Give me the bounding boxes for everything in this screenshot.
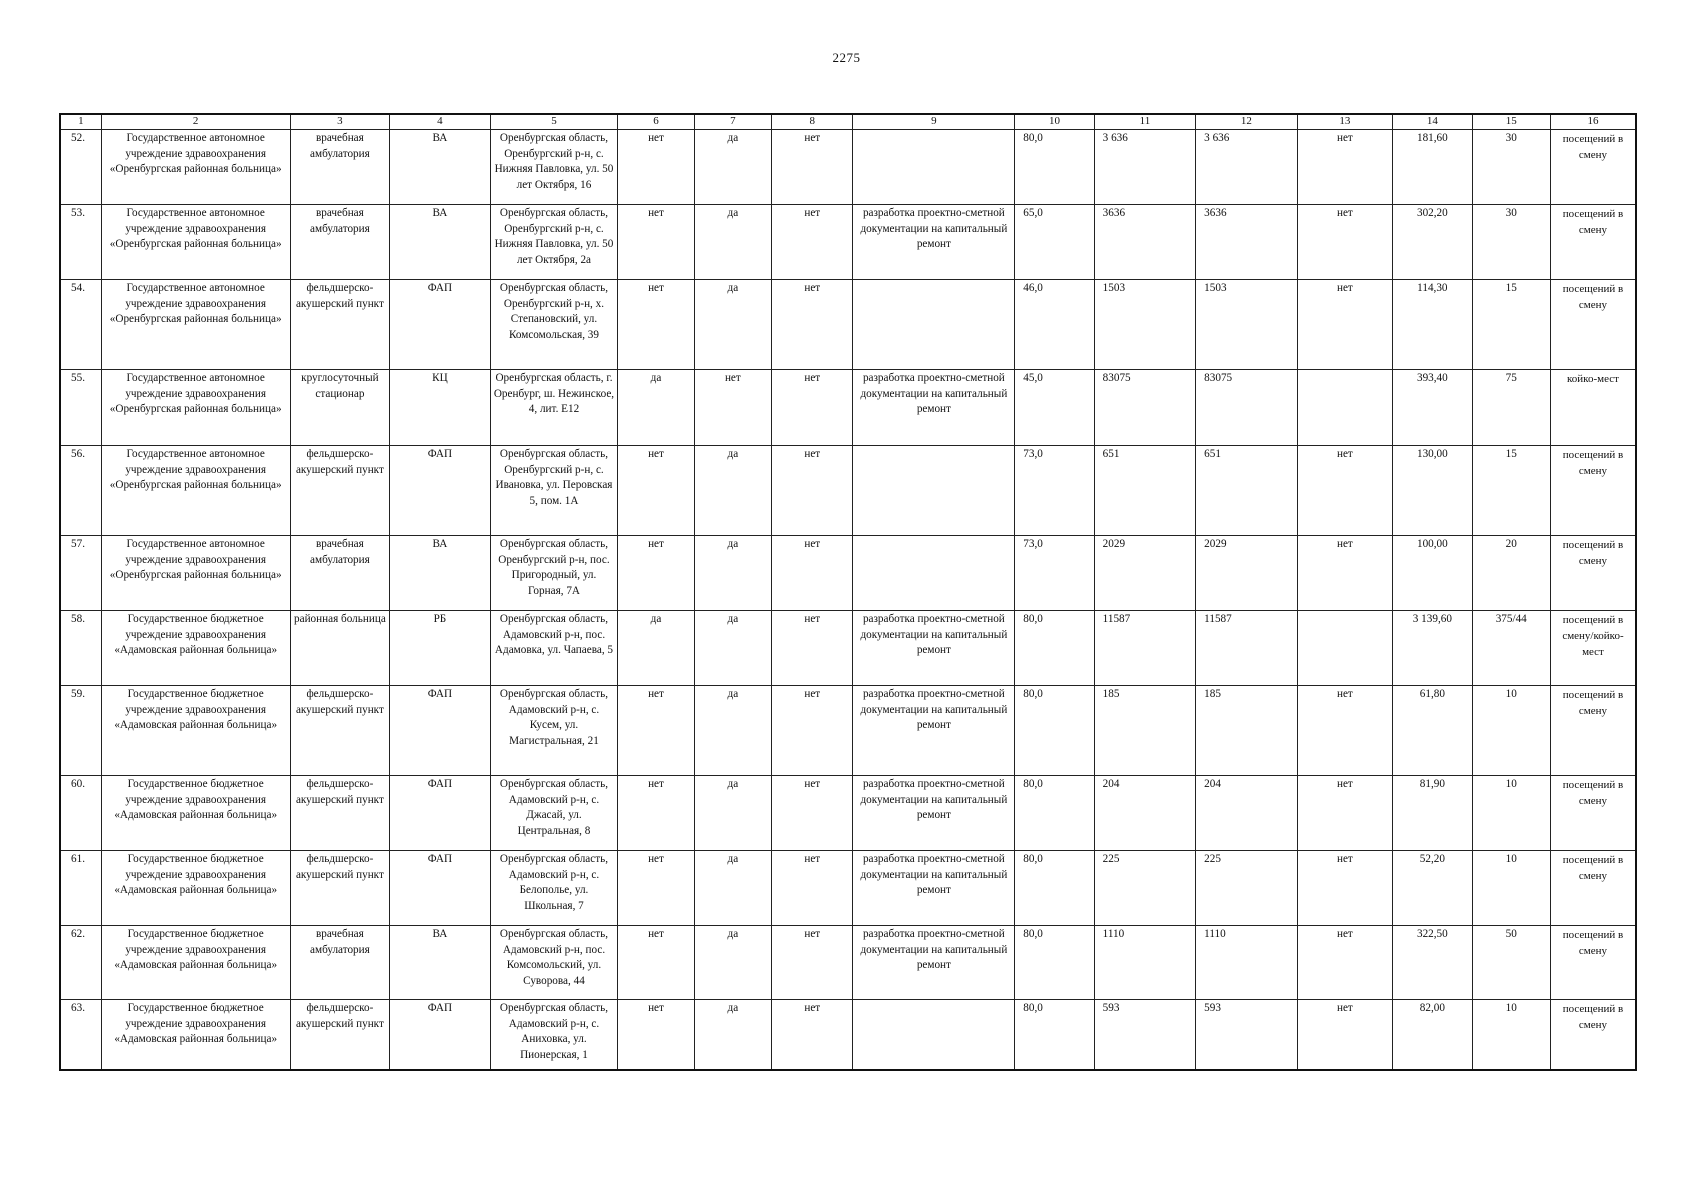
address-cell: Оренбургская область, Адамовский р-н, с. Джасай, ул. Центральная, 8: [490, 776, 618, 851]
col-11-cell: 204: [1094, 776, 1196, 851]
capacity-cell: 75: [1472, 370, 1550, 446]
column-header-12: 12: [1196, 114, 1298, 130]
col-11-cell: 3636: [1094, 205, 1196, 280]
col-8-cell: нет: [772, 1000, 853, 1070]
col-6-cell: нет: [618, 280, 694, 370]
capacity-cell: 50: [1472, 926, 1550, 1000]
capacity-unit-cell: посещений в смену/койко-мест: [1550, 611, 1636, 686]
col-6-cell: нет: [618, 851, 694, 926]
address-cell: Оренбургская область, Адамовский р-н, пос. Комсомольский, ул. Суворова, 44: [490, 926, 618, 1000]
work-description-cell: [853, 280, 1015, 370]
address-cell: Оренбургская область, Адамовский р-н, с. Аниховка, ул. Пионерская, 1: [490, 1000, 618, 1070]
col-8-cell: нет: [772, 536, 853, 611]
facility-type-cell: врачебная амбулатория: [290, 926, 390, 1000]
col-12-cell: 185: [1196, 686, 1298, 776]
col-11-cell: 651: [1094, 446, 1196, 536]
capacity-unit-cell: посещений в смену: [1550, 446, 1636, 536]
facility-abbr-cell: ФАП: [390, 851, 491, 926]
col-13-cell: нет: [1297, 205, 1392, 280]
row-number-cell: 55.: [60, 370, 101, 446]
facility-type-cell: фельдшерско-акушерский пункт: [290, 1000, 390, 1070]
capacity-cell: 10: [1472, 1000, 1550, 1070]
col-14-cell: 100,00: [1393, 536, 1472, 611]
column-header-5: 5: [490, 114, 618, 130]
table-row: [60, 611, 1636, 686]
facility-abbr-cell: ВА: [390, 536, 491, 611]
col-8-cell: нет: [772, 851, 853, 926]
table-row: [60, 280, 1636, 370]
capacity-unit-cell: посещений в смену: [1550, 686, 1636, 776]
table-row: [60, 446, 1636, 536]
col-7-cell: да: [694, 446, 771, 536]
institution-name-cell: Государственное автономное учреждение здравоохранения «Оренбургская районная больница»: [101, 205, 290, 280]
capacity-cell: 20: [1472, 536, 1550, 611]
table-row: [60, 130, 1636, 205]
col-14-cell: 322,50: [1393, 926, 1472, 1000]
col-14-cell: 130,00: [1393, 446, 1472, 536]
col-12-cell: 3 636: [1196, 130, 1298, 205]
col-7-cell: да: [694, 536, 771, 611]
capacity-unit-cell: посещений в смену: [1550, 130, 1636, 205]
col-11-cell: 11587: [1094, 611, 1196, 686]
facility-abbr-cell: ВА: [390, 205, 491, 280]
table-header-row: [60, 114, 1636, 130]
capacity-cell: 15: [1472, 280, 1550, 370]
col-12-cell: 651: [1196, 446, 1298, 536]
address-cell: Оренбургская область, Оренбургский р-н, х. Степановский, ул. Комсомольская, 39: [490, 280, 618, 370]
work-description-cell: разработка проектно-сметной документации на капитальный ремонт: [853, 686, 1015, 776]
capacity-cell: 10: [1472, 851, 1550, 926]
row-number-cell: 62.: [60, 926, 101, 1000]
col-11-cell: 225: [1094, 851, 1196, 926]
facility-abbr-cell: КЦ: [390, 370, 491, 446]
work-description-cell: разработка проектно-сметной документации на капитальный ремонт: [853, 851, 1015, 926]
col-6-cell: нет: [618, 446, 694, 536]
col-7-cell: нет: [694, 370, 771, 446]
col-6-cell: нет: [618, 205, 694, 280]
col-10-cell: 45,0: [1015, 370, 1094, 446]
capacity-cell: 15: [1472, 446, 1550, 536]
col-14-cell: 61,80: [1393, 686, 1472, 776]
institution-name-cell: Государственное бюджетное учреждение здравоохранения «Адамовская районная больница»: [101, 926, 290, 1000]
col-14-cell: 302,20: [1393, 205, 1472, 280]
facilities-table: [59, 113, 1637, 1071]
facility-abbr-cell: ФАП: [390, 446, 491, 536]
capacity-unit-cell: посещений в смену: [1550, 536, 1636, 611]
facility-type-cell: фельдшерско-акушерский пункт: [290, 776, 390, 851]
col-11-cell: 1110: [1094, 926, 1196, 1000]
col-12-cell: 1110: [1196, 926, 1298, 1000]
row-number-cell: 56.: [60, 446, 101, 536]
institution-name-cell: Государственное бюджетное учреждение здравоохранения «Адамовская районная больница»: [101, 686, 290, 776]
col-7-cell: да: [694, 1000, 771, 1070]
capacity-unit-cell: посещений в смену: [1550, 926, 1636, 1000]
col-8-cell: нет: [772, 686, 853, 776]
table-row: [60, 851, 1636, 926]
facility-abbr-cell: ФАП: [390, 1000, 491, 1070]
address-cell: Оренбургская область, г. Оренбург, ш. Нежинское, 4, лит. Е12: [490, 370, 618, 446]
column-header-13: 13: [1297, 114, 1392, 130]
facility-type-cell: районная больница: [290, 611, 390, 686]
facility-abbr-cell: ФАП: [390, 776, 491, 851]
row-number-cell: 60.: [60, 776, 101, 851]
work-description-cell: разработка проектно-сметной документации на капитальный ремонт: [853, 370, 1015, 446]
row-number-cell: 63.: [60, 1000, 101, 1070]
col-14-cell: 393,40: [1393, 370, 1472, 446]
col-12-cell: 2029: [1196, 536, 1298, 611]
col-13-cell: нет: [1297, 536, 1392, 611]
institution-name-cell: Государственное автономное учреждение здравоохранения «Оренбургская районная больница»: [101, 536, 290, 611]
col-11-cell: 1503: [1094, 280, 1196, 370]
facility-type-cell: фельдшерско-акушерский пункт: [290, 686, 390, 776]
institution-name-cell: Государственное автономное учреждение здравоохранения «Оренбургская районная больница»: [101, 280, 290, 370]
col-6-cell: нет: [618, 686, 694, 776]
address-cell: Оренбургская область, Адамовский р-н, с. Кусем, ул. Магистральная, 21: [490, 686, 618, 776]
col-10-cell: 80,0: [1015, 611, 1094, 686]
col-6-cell: да: [618, 370, 694, 446]
facility-abbr-cell: ВА: [390, 130, 491, 205]
address-cell: Оренбургская область, Оренбургский р-н, с. Нижняя Павловка, ул. 50 лет Октября, 16: [490, 130, 618, 205]
institution-name-cell: Государственное автономное учреждение здравоохранения «Оренбургская районная больница»: [101, 370, 290, 446]
column-header-9: 9: [853, 114, 1015, 130]
column-header-1: 1: [60, 114, 101, 130]
capacity-unit-cell: койко-мест: [1550, 370, 1636, 446]
facility-abbr-cell: ФАП: [390, 280, 491, 370]
col-12-cell: 204: [1196, 776, 1298, 851]
col-13-cell: нет: [1297, 686, 1392, 776]
column-header-8: 8: [772, 114, 853, 130]
column-header-14: 14: [1393, 114, 1472, 130]
col-12-cell: 83075: [1196, 370, 1298, 446]
column-header-11: 11: [1094, 114, 1196, 130]
facility-type-cell: врачебная амбулатория: [290, 205, 390, 280]
col-6-cell: нет: [618, 776, 694, 851]
col-7-cell: да: [694, 205, 771, 280]
col-7-cell: да: [694, 686, 771, 776]
page-number: 2275: [832, 50, 861, 65]
col-10-cell: 73,0: [1015, 446, 1094, 536]
col-14-cell: 82,00: [1393, 1000, 1472, 1070]
col-10-cell: 80,0: [1015, 686, 1094, 776]
col-8-cell: нет: [772, 370, 853, 446]
col-12-cell: 3636: [1196, 205, 1298, 280]
col-14-cell: 114,30: [1393, 280, 1472, 370]
address-cell: Оренбургская область, Оренбургский р-н, с. Нижняя Павловка, ул. 50 лет Октября, 2а: [490, 205, 618, 280]
col-8-cell: нет: [772, 611, 853, 686]
col-11-cell: 83075: [1094, 370, 1196, 446]
work-description-cell: разработка проектно-сметной документации на капитальный ремонт: [853, 926, 1015, 1000]
institution-name-cell: Государственное автономное учреждение здравоохранения «Оренбургская районная больница»: [101, 446, 290, 536]
col-7-cell: да: [694, 611, 771, 686]
col-14-cell: 181,60: [1393, 130, 1472, 205]
col-10-cell: 65,0: [1015, 205, 1094, 280]
col-14-cell: 81,90: [1393, 776, 1472, 851]
col-8-cell: нет: [772, 205, 853, 280]
facility-type-cell: врачебная амбулатория: [290, 130, 390, 205]
capacity-cell: 10: [1472, 686, 1550, 776]
capacity-cell: 30: [1472, 205, 1550, 280]
col-12-cell: 593: [1196, 1000, 1298, 1070]
work-description-cell: разработка проектно-сметной документации на капитальный ремонт: [853, 611, 1015, 686]
capacity-unit-cell: посещений в смену: [1550, 205, 1636, 280]
col-10-cell: 80,0: [1015, 1000, 1094, 1070]
address-cell: Оренбургская область, Оренбургский р-н, пос. Пригородный, ул. Горная, 7А: [490, 536, 618, 611]
facility-type-cell: фельдшерско-акушерский пункт: [290, 446, 390, 536]
column-header-10: 10: [1015, 114, 1094, 130]
col-8-cell: нет: [772, 280, 853, 370]
address-cell: Оренбургская область, Оренбургский р-н, с. Ивановка, ул. Перовская 5, пом. 1А: [490, 446, 618, 536]
facility-abbr-cell: ФАП: [390, 686, 491, 776]
capacity-unit-cell: посещений в смену: [1550, 1000, 1636, 1070]
facility-type-cell: врачебная амбулатория: [290, 536, 390, 611]
row-number-cell: 57.: [60, 536, 101, 611]
column-header-4: 4: [390, 114, 491, 130]
capacity-cell: 10: [1472, 776, 1550, 851]
col-13-cell: нет: [1297, 446, 1392, 536]
col-11-cell: 2029: [1094, 536, 1196, 611]
column-header-3: 3: [290, 114, 390, 130]
col-11-cell: 593: [1094, 1000, 1196, 1070]
table-row: [60, 776, 1636, 851]
column-header-16: 16: [1550, 114, 1636, 130]
row-number-cell: 58.: [60, 611, 101, 686]
col-14-cell: 52,20: [1393, 851, 1472, 926]
row-number-cell: 52.: [60, 130, 101, 205]
table-row: [60, 536, 1636, 611]
capacity-unit-cell: посещений в смену: [1550, 776, 1636, 851]
work-description-cell: разработка проектно-сметной документации на капитальный ремонт: [853, 776, 1015, 851]
work-description-cell: [853, 130, 1015, 205]
col-10-cell: 80,0: [1015, 130, 1094, 205]
facility-type-cell: фельдшерско-акушерский пункт: [290, 280, 390, 370]
institution-name-cell: Государственное автономное учреждение здравоохранения «Оренбургская районная больница»: [101, 130, 290, 205]
col-7-cell: да: [694, 926, 771, 1000]
table-row: [60, 205, 1636, 280]
col-10-cell: 46,0: [1015, 280, 1094, 370]
col-12-cell: 11587: [1196, 611, 1298, 686]
col-6-cell: да: [618, 611, 694, 686]
col-8-cell: нет: [772, 446, 853, 536]
col-7-cell: да: [694, 280, 771, 370]
col-14-cell: 3 139,60: [1393, 611, 1472, 686]
col-8-cell: нет: [772, 130, 853, 205]
address-cell: Оренбургская область, Адамовский р-н, пос. Адамовка, ул. Чапаева, 5: [490, 611, 618, 686]
col-10-cell: 80,0: [1015, 851, 1094, 926]
column-header-2: 2: [101, 114, 290, 130]
col-6-cell: нет: [618, 536, 694, 611]
table-row: [60, 686, 1636, 776]
col-8-cell: нет: [772, 776, 853, 851]
facility-abbr-cell: ВА: [390, 926, 491, 1000]
table-row: [60, 926, 1636, 1000]
column-header-7: 7: [694, 114, 771, 130]
facility-abbr-cell: РБ: [390, 611, 491, 686]
col-12-cell: 1503: [1196, 280, 1298, 370]
column-header-6: 6: [618, 114, 694, 130]
col-13-cell: нет: [1297, 776, 1392, 851]
col-6-cell: нет: [618, 1000, 694, 1070]
capacity-cell: 375/44: [1472, 611, 1550, 686]
col-13-cell: нет: [1297, 851, 1392, 926]
row-number-cell: 61.: [60, 851, 101, 926]
row-number-cell: 53.: [60, 205, 101, 280]
col-11-cell: 185: [1094, 686, 1196, 776]
institution-name-cell: Государственное бюджетное учреждение здравоохранения «Адамовская районная больница»: [101, 1000, 290, 1070]
facility-type-cell: круглосуточный стационар: [290, 370, 390, 446]
col-10-cell: 80,0: [1015, 776, 1094, 851]
col-8-cell: нет: [772, 926, 853, 1000]
row-number-cell: 59.: [60, 686, 101, 776]
column-header-15: 15: [1472, 114, 1550, 130]
col-7-cell: да: [694, 130, 771, 205]
col-13-cell: [1297, 370, 1392, 446]
col-10-cell: 80,0: [1015, 926, 1094, 1000]
col-7-cell: да: [694, 776, 771, 851]
work-description-cell: [853, 1000, 1015, 1070]
col-13-cell: [1297, 611, 1392, 686]
col-13-cell: нет: [1297, 1000, 1392, 1070]
work-description-cell: [853, 446, 1015, 536]
col-13-cell: нет: [1297, 280, 1392, 370]
work-description-cell: [853, 536, 1015, 611]
work-description-cell: разработка проектно-сметной документации на капитальный ремонт: [853, 205, 1015, 280]
col-6-cell: нет: [618, 130, 694, 205]
col-6-cell: нет: [618, 926, 694, 1000]
institution-name-cell: Государственное бюджетное учреждение здравоохранения «Адамовская районная больница»: [101, 851, 290, 926]
col-11-cell: 3 636: [1094, 130, 1196, 205]
address-cell: Оренбургская область, Адамовский р-н, с. Белополье, ул. Школьная, 7: [490, 851, 618, 926]
facility-type-cell: фельдшерско-акушерский пункт: [290, 851, 390, 926]
col-7-cell: да: [694, 851, 771, 926]
table-row: [60, 370, 1636, 446]
col-12-cell: 225: [1196, 851, 1298, 926]
col-10-cell: 73,0: [1015, 536, 1094, 611]
table-row: [60, 1000, 1636, 1070]
institution-name-cell: Государственное бюджетное учреждение здравоохранения «Адамовская районная больница»: [101, 776, 290, 851]
row-number-cell: 54.: [60, 280, 101, 370]
capacity-unit-cell: посещений в смену: [1550, 851, 1636, 926]
capacity-unit-cell: посещений в смену: [1550, 280, 1636, 370]
capacity-cell: 30: [1472, 130, 1550, 205]
col-13-cell: нет: [1297, 130, 1392, 205]
col-13-cell: нет: [1297, 926, 1392, 1000]
institution-name-cell: Государственное бюджетное учреждение здравоохранения «Адамовская районная больница»: [101, 611, 290, 686]
